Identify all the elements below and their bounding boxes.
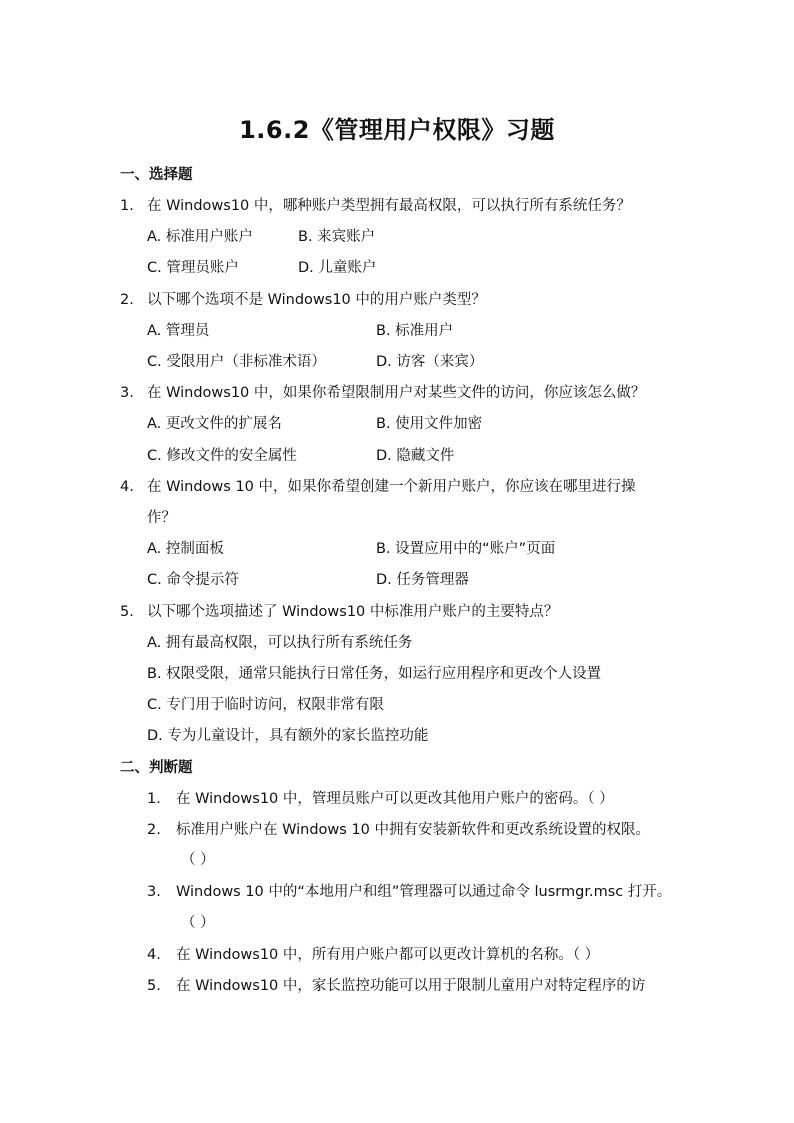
question-number: 5.: [120, 604, 134, 620]
question-number: 1.: [120, 198, 134, 214]
option-a: A. 管理员: [147, 323, 210, 339]
section-heading-judgment: 二、判断题: [120, 760, 193, 776]
option-a: A. 更改文件的扩展名: [147, 416, 282, 432]
question-text: 在 Windows10 中，哪种账户类型拥有最高权限，可以执行所有系统任务？: [147, 198, 631, 214]
judgment-answer-blank: （ ）: [181, 852, 215, 868]
judgment-number: 2.: [147, 822, 161, 838]
option-a: A. 拥有最高权限，可以执行所有系统任务: [147, 635, 413, 651]
question-text: 以下哪个选项不是 Windows10 中的用户账户类型？: [147, 292, 486, 308]
option-d: D. 儿童账户: [298, 260, 377, 276]
option-c: C. 修改文件的安全属性: [147, 448, 297, 464]
judgment-answer-blank: （ ）: [181, 915, 215, 931]
option-b: B. 标准用户: [376, 323, 454, 339]
question-text: 以下哪个选项描述了 Windows10 中标准用户账户的主要特点？: [147, 604, 559, 620]
judgment-number: 3.: [147, 884, 161, 900]
judgment-text: 在 Windows10 中，所有用户账户都可以更改计算机的名称。（ ）: [176, 947, 600, 963]
judgment-text: 在 Windows10 中，管理员账户可以更改其他用户账户的密码。（ ）: [176, 791, 614, 807]
option-b: B. 使用文件加密: [376, 416, 483, 432]
question-number: 4.: [120, 479, 134, 495]
option-a: A. 控制面板: [147, 541, 224, 557]
judgment-number: 5.: [147, 978, 161, 994]
judgment-text: Windows 10 中的“本地用户和组”管理器可以通过命令 lusrmgr.msc 打开。: [176, 884, 672, 900]
judgment-number: 4.: [147, 947, 161, 963]
option-d: D. 任务管理器: [376, 572, 469, 588]
question-text: 在 Windows10 中，如果你希望限制用户对某些文件的访问，你应该怎么做？: [147, 385, 646, 401]
question-number: 2.: [120, 292, 134, 308]
question-text-continued: 作？: [147, 510, 176, 526]
judgment-text: 在 Windows10 中，家长监控功能可以用于限制儿童用户对特定程序的访: [176, 978, 646, 994]
option-b: B. 来宾账户: [298, 229, 376, 245]
judgment-text: 标准用户账户在 Windows 10 中拥有安装新软件和更改系统设置的权限。: [176, 822, 651, 838]
question-number: 3.: [120, 385, 134, 401]
option-c: C. 专门用于临时访问，权限非常有限: [147, 697, 384, 713]
judgment-number: 1.: [147, 791, 161, 807]
option-c: C. 命令提示符: [147, 572, 239, 588]
option-b: B. 权限受限，通常只能执行日常任务，如运行应用程序和更改个人设置: [147, 666, 602, 682]
option-d: D. 访客（来宾）: [376, 354, 484, 370]
page-title: 1.6.2《管理用户权限》习题: [239, 116, 555, 144]
option-d: D. 隐藏文件: [376, 448, 455, 464]
question-text: 在 Windows 10 中，如果你希望创建一个新用户账户，你应该在哪里进行操: [147, 479, 636, 495]
option-a: A. 标准用户账户: [147, 229, 253, 245]
section-heading-choice: 一、选择题: [120, 167, 193, 183]
option-b: B. 设置应用中的“账户”页面: [376, 541, 556, 557]
option-c: C. 受限用户（非标准术语）: [147, 354, 326, 370]
option-d: D. 专为儿童设计，具有额外的家长监控功能: [147, 728, 429, 744]
option-c: C. 管理员账户: [147, 260, 239, 276]
